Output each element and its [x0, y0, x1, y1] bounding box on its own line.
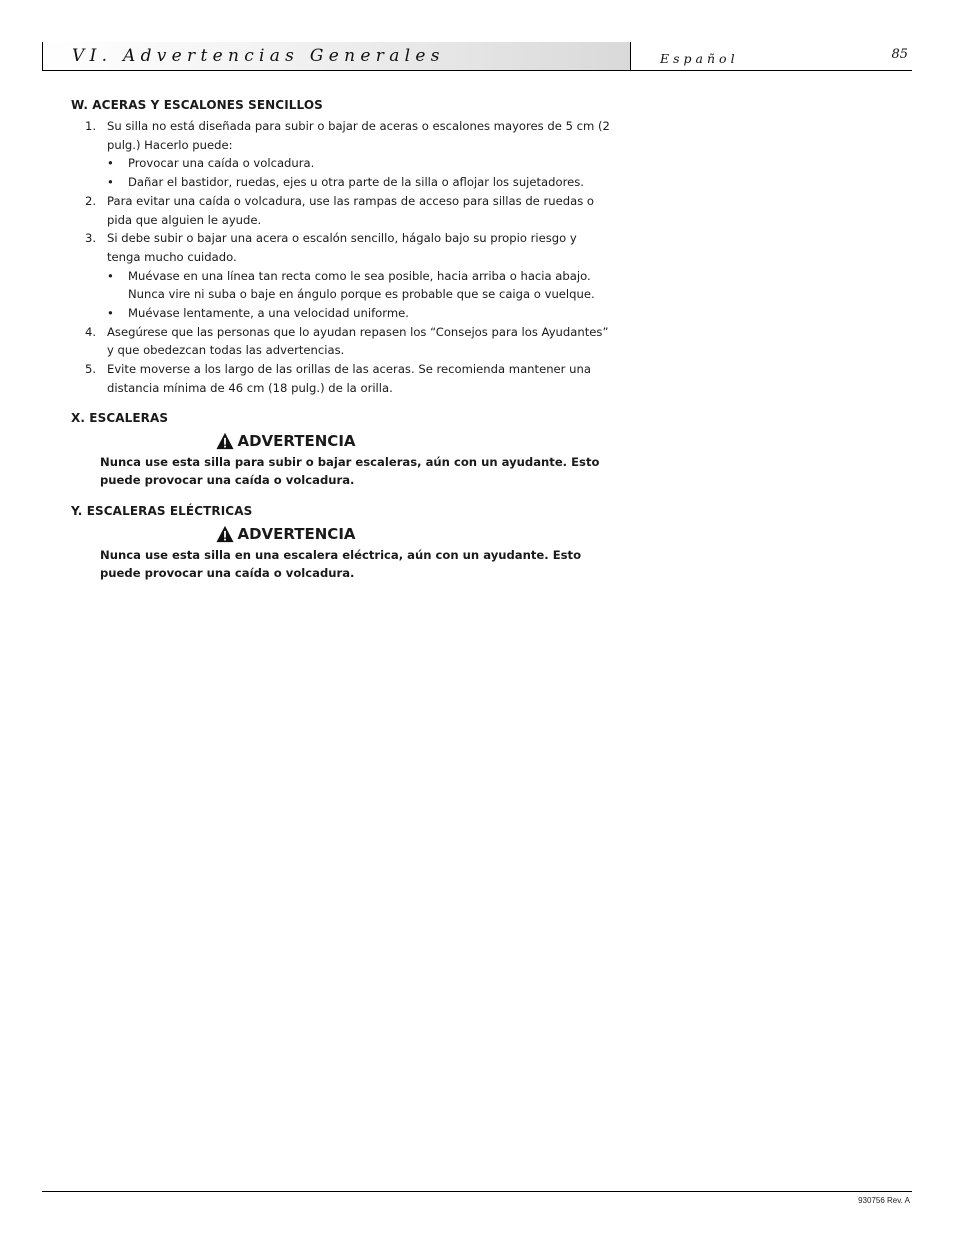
bullet-list — [107, 154, 611, 191]
bullet-icon: • — [107, 175, 114, 190]
bullet-list — [107, 267, 611, 323]
bullet-text: Muévase lentamente, a una velocidad uniforme. — [128, 306, 409, 321]
section-w-heading: W. ACERAS Y ESCALONES SENCILLOS — [71, 98, 323, 112]
bullet-icon: • — [107, 268, 114, 283]
section-y-heading: Y. ESCALERAS ELÉCTRICAS — [71, 503, 253, 518]
section-x-warning-header — [71, 431, 501, 451]
page-content — [71, 96, 611, 583]
item-number: 4. — [85, 324, 97, 339]
item-text: Si debe subir o bajar una acera o escalón sencillo, hágalo bajo su propio riesgo y tenga mucho cuidado. — [107, 231, 577, 264]
bullet-text: Muévase en una línea tan recta como le sea posible, hacia arriba o hacia abajo. Nunca vire ni suba o baje en ángulo porque es probable que se caiga o vuelque. — [128, 268, 595, 302]
warning-triangle-icon — [216, 432, 234, 450]
bullet-item — [107, 173, 611, 192]
bullet-text: Provocar una caída o volcadura. — [128, 156, 315, 171]
warning-label: ADVERTENCIA — [237, 524, 356, 543]
item-text: Su silla no está diseñada para subir o bajar de aceras o escalones mayores de 5 cm (2 pulg.) Hacerlo puede: — [107, 119, 610, 152]
item-text: Evite moverse a los largo de las orillas de las aceras. Se recomienda mantener una distancia mínima de 46 cm (18 pulg.) de la orilla. — [107, 362, 591, 395]
bullet-text: Dañar el bastidor, ruedas, ejes u otra parte de la silla o aflojar los sujetadores. — [128, 175, 584, 190]
bullet-item — [107, 154, 611, 173]
list-item — [71, 360, 611, 397]
item-number: 5. — [85, 362, 97, 377]
item-text: Para evitar una caída o volcadura, use las rampas de acceso para sillas de ruedas o pida que alguien le ayude. — [107, 193, 595, 227]
bullet-icon: • — [107, 306, 114, 321]
section-x-warning-text: Nunca use esta silla para subir o bajar escaleras, aún con un ayudante. Esto puede provocar una caída o volcadura. — [100, 454, 600, 488]
section-y-warning-header — [71, 524, 501, 544]
section-w-list — [71, 117, 611, 398]
header-left-rule — [42, 42, 43, 71]
list-item — [71, 323, 611, 360]
document-reference: 930756 Rev. A — [858, 1196, 910, 1205]
section-y-warning-text: Nunca use esta silla en una escalera eléctrica, aún con un ayudante. Esto puede provocar una caída o volcadura. — [100, 547, 582, 581]
footer-rule — [42, 1191, 912, 1192]
bullet-item — [107, 267, 611, 304]
list-item — [71, 192, 611, 229]
bullet-item — [107, 304, 611, 323]
list-item — [71, 117, 611, 192]
bullet-icon: • — [107, 156, 114, 171]
item-number: 1. — [85, 119, 97, 133]
list-item — [71, 229, 611, 323]
warning-label: ADVERTENCIA — [237, 431, 356, 450]
chapter-title: VI. Advertencias Generales — [72, 46, 445, 66]
header-divider — [630, 42, 631, 71]
item-number: 2. — [85, 193, 97, 208]
language-label: Español — [660, 51, 739, 66]
item-number: 3. — [85, 231, 97, 246]
section-x-heading: X. ESCALERAS — [71, 410, 169, 425]
warning-triangle-icon — [216, 525, 234, 543]
item-text: Asegúrese que las personas que lo ayudan repasen los “Consejos para los Ayudantes” y que obedezcan todas las advertencias. — [107, 324, 609, 358]
header-rule — [42, 70, 912, 71]
page-number: 85 — [891, 47, 908, 62]
